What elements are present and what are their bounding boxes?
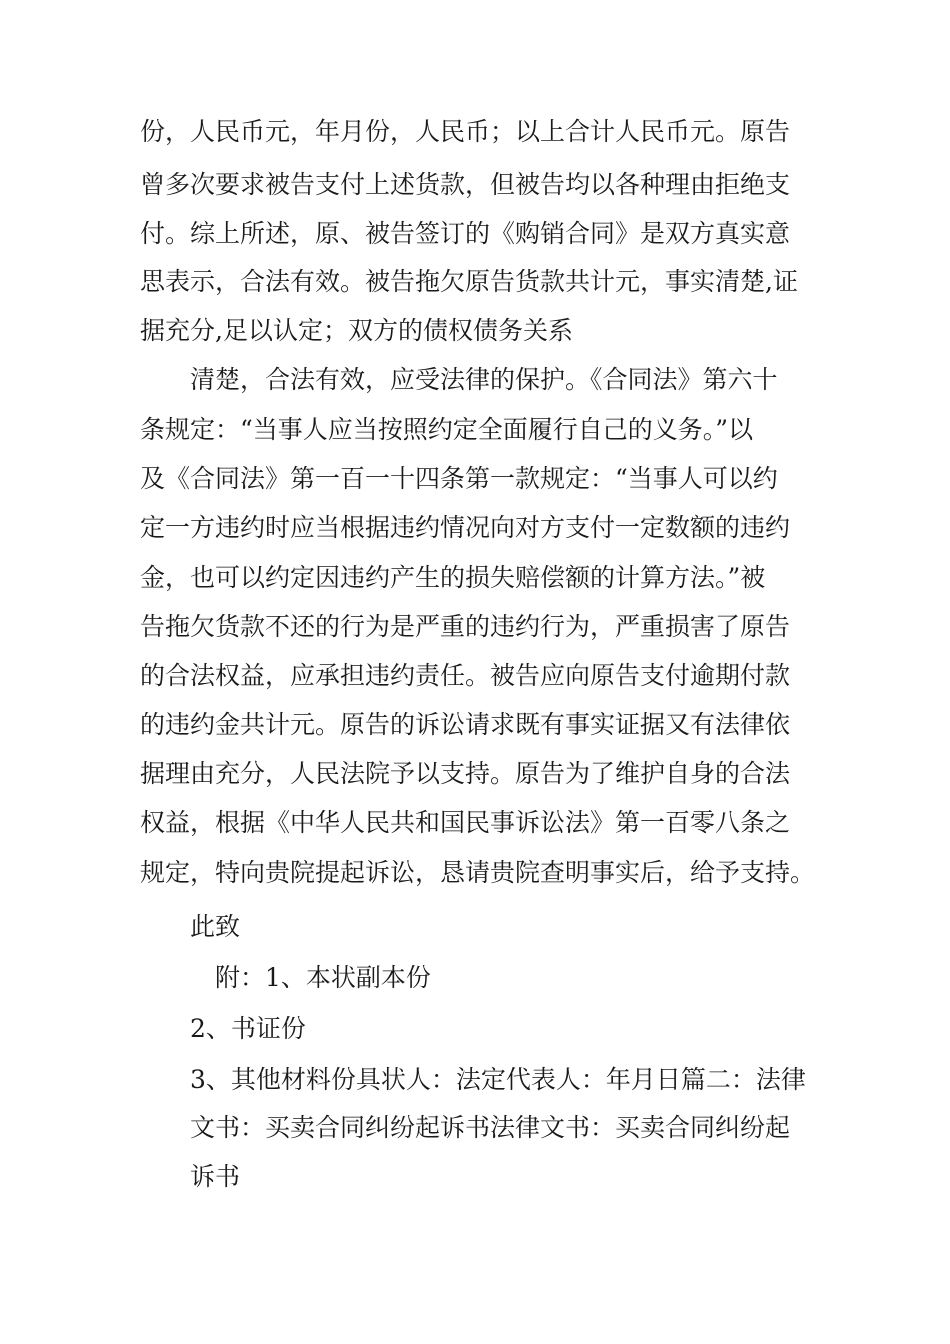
body-text-line: 及《合同法》第一百一十四条第一款规定：“当事人可以约 <box>140 464 778 493</box>
attachment-line: 2、书证份 <box>190 1014 306 1043</box>
attachment-line: 附：1、本状副本份 <box>215 963 431 992</box>
body-text-line: 金，也可以约定因违约产生的损失赔偿额的计算方法。”被 <box>140 563 766 592</box>
body-text-line: 清楚，合法有效，应受法律的保护。《合同法》第六十 <box>190 365 778 394</box>
body-text-line: 付。综上所述，原、被告签订的《购销合同》是双方真实意 <box>140 219 791 248</box>
body-text-line: 思表示，合法有效。被告拖欠原告货款共计元，事实清楚,证 <box>140 267 798 296</box>
body-text-line: 的合法权益，应承担违约责任。被告应向原告支付逾期付款 <box>140 661 791 690</box>
body-text-line: 规定，特向贵院提起诉讼，恳请贵院查明事实后，给予支持。 <box>140 858 816 887</box>
body-text-line: 曾多次要求被告支付上述货款，但被告均以各种理由拒绝支 <box>140 170 791 199</box>
body-text-line: 文书：买卖合同纠纷起诉书法律文书：买卖合同纠纷起 <box>190 1113 791 1142</box>
body-text-line: 诉书 <box>190 1162 241 1191</box>
attachment-line: 3、其他材料份具状人：法定代表人：年月日篇二：法律 <box>190 1065 806 1094</box>
body-text-line: 权益，根据《中华人民共和国民事诉讼法》第一百零八条之 <box>140 808 791 837</box>
body-text-line: 的违约金共计元。原告的诉讼请求既有事实证据又有法律依 <box>140 710 791 739</box>
closing-salutation: 此致 <box>190 912 241 941</box>
body-text-line: 条规定：“当事人应当按照约定全面履行自己的义务。”以 <box>140 415 754 444</box>
body-text-line: 份，人民币元，年月份，人民币；以上合计人民币元。原告 <box>140 117 791 146</box>
body-text-line: 定一方违约时应当根据违约情况向对方支付一定数额的违约 <box>140 513 791 542</box>
body-text-line: 告拖欠货款不还的行为是严重的违约行为，严重损害了原告 <box>140 612 791 641</box>
body-text-line: 据充分,足以认定；双方的债权债务关系 <box>140 316 573 345</box>
body-text-line: 据理由充分，人民法院予以支持。原告为了维护自身的合法 <box>140 759 791 788</box>
